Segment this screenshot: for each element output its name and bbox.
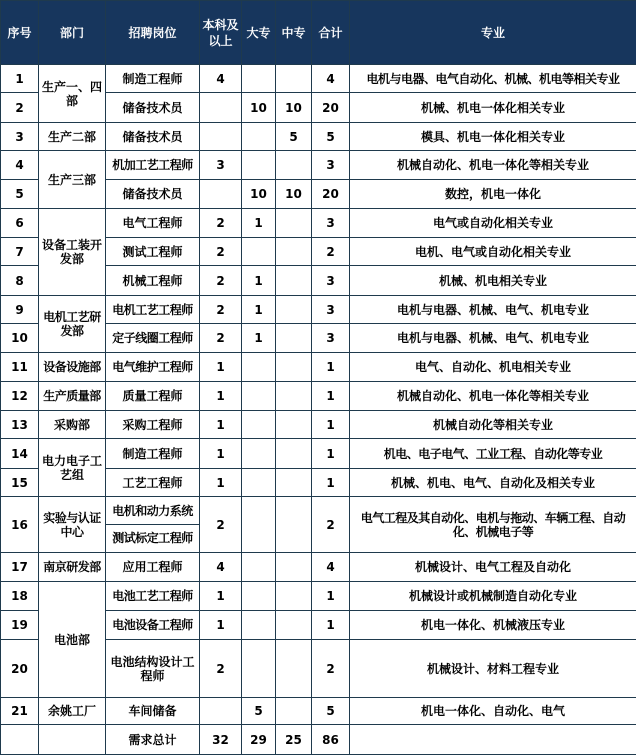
cell-secondary (276, 469, 312, 497)
cell-bachelor: 1 (200, 382, 242, 411)
cell-seq: 1 (1, 65, 39, 93)
cell-college (242, 353, 276, 382)
cell-total: 1 (312, 611, 350, 640)
cell-secondary (276, 553, 312, 582)
cell-major: 电机与电器、机械、电气、机电专业 (350, 324, 636, 353)
cell-seq: 16 (1, 497, 39, 553)
cell-total: 1 (312, 411, 350, 439)
cell-secondary (276, 640, 312, 698)
table-header-row (1, 1, 636, 65)
cell-total: 2 (312, 238, 350, 266)
cell-secondary (276, 411, 312, 439)
table-row (1, 698, 636, 725)
cell-total: 3 (312, 324, 350, 353)
cell-college: 5 (242, 698, 276, 725)
header-position: 招聘岗位 (106, 1, 200, 65)
cell-total: 2 (312, 640, 350, 698)
cell-bachelor: 2 (200, 296, 242, 324)
cell-position: 机械工程师 (106, 266, 200, 296)
cell-major: 电气或自动化相关专业 (350, 209, 636, 238)
cell-total: 3 (312, 296, 350, 324)
cell-total: 1 (312, 439, 350, 469)
cell-secondary: 10 (276, 180, 312, 209)
cell-position: 机加工艺工程师 (106, 151, 200, 180)
cell-dept: 生产三部 (39, 151, 106, 209)
cell-bachelor: 2 (200, 640, 242, 698)
cell-bachelor: 1 (200, 411, 242, 439)
cell-secondary: 10 (276, 93, 312, 123)
cell-major: 机械自动化等相关专业 (350, 411, 636, 439)
cell-college (242, 382, 276, 411)
cell-seq: 11 (1, 353, 39, 382)
cell-dept: 设备工装开发部 (39, 209, 106, 296)
cell-college: 10 (242, 180, 276, 209)
cell-bachelor (200, 698, 242, 725)
cell-bachelor: 1 (200, 582, 242, 611)
table-row (1, 65, 636, 93)
cell-seq: 19 (1, 611, 39, 640)
cell-seq: 10 (1, 324, 39, 353)
cell-college (242, 439, 276, 469)
table-row (1, 553, 636, 582)
cell-secondary (276, 266, 312, 296)
cell-total: 5 (312, 698, 350, 725)
totals-blank-seq (1, 725, 39, 755)
cell-college (242, 411, 276, 439)
cell-position: 电气维护工程师 (106, 353, 200, 382)
cell-major: 机械自动化、机电一体化等相关专业 (350, 151, 636, 180)
cell-seq: 6 (1, 209, 39, 238)
cell-college (242, 497, 276, 553)
cell-major: 电机与电器、机械、电气、机电专业 (350, 296, 636, 324)
header-major: 专业 (350, 1, 636, 65)
cell-major: 机械设计、电气工程及自动化 (350, 553, 636, 582)
cell-total: 20 (312, 93, 350, 123)
cell-total: 1 (312, 469, 350, 497)
table-row (1, 209, 636, 238)
cell-bachelor: 2 (200, 324, 242, 353)
cell-seq: 20 (1, 640, 39, 698)
cell-seq: 2 (1, 93, 39, 123)
cell-dept: 余姚工厂 (39, 698, 106, 725)
cell-college: 1 (242, 296, 276, 324)
cell-position: 工艺工程师 (106, 469, 200, 497)
table-row (1, 497, 636, 553)
cell-position: 制造工程师 (106, 65, 200, 93)
cell-dept: 南京研发部 (39, 553, 106, 582)
totals-blank-major (350, 725, 636, 755)
cell-bachelor: 1 (200, 353, 242, 382)
cell-total: 3 (312, 266, 350, 296)
cell-total: 20 (312, 180, 350, 209)
cell-total: 1 (312, 353, 350, 382)
cell-dept: 生产一、四部 (39, 65, 106, 123)
cell-total: 2 (312, 497, 350, 553)
cell-bachelor: 2 (200, 266, 242, 296)
cell-major: 电气、自动化、机电相关专业 (350, 353, 636, 382)
cell-college (242, 469, 276, 497)
cell-position-line2: 测试标定工程师 (106, 525, 199, 551)
cell-bachelor (200, 180, 242, 209)
cell-secondary (276, 439, 312, 469)
table-row (1, 296, 636, 324)
totals-blank-dept (39, 725, 106, 755)
cell-position: 车间储备 (106, 698, 200, 725)
cell-bachelor (200, 123, 242, 151)
cell-major: 电气工程及其自动化、电机与拖动、车辆工程、自动化、机械电子等 (350, 497, 636, 553)
cell-dept: 电机工艺研发部 (39, 296, 106, 353)
cell-major: 模具、机电一体化相关专业 (350, 123, 636, 151)
cell-bachelor: 2 (200, 497, 242, 553)
cell-position: 采购工程师 (106, 411, 200, 439)
cell-college (242, 611, 276, 640)
cell-total: 3 (312, 209, 350, 238)
cell-seq: 17 (1, 553, 39, 582)
cell-secondary (276, 582, 312, 611)
cell-secondary (276, 497, 312, 553)
cell-dept: 电池部 (39, 582, 106, 698)
cell-bachelor: 4 (200, 553, 242, 582)
cell-major: 机械设计或机械制造自动化专业 (350, 582, 636, 611)
cell-seq: 14 (1, 439, 39, 469)
cell-college: 1 (242, 209, 276, 238)
cell-total: 5 (312, 123, 350, 151)
totals-secondary: 25 (276, 725, 312, 755)
cell-secondary (276, 65, 312, 93)
table-row (1, 382, 636, 411)
totals-label: 需求总计 (106, 725, 200, 755)
table-row (1, 123, 636, 151)
cell-total: 4 (312, 65, 350, 93)
totals-bachelor: 32 (200, 725, 242, 755)
cell-position: 电池工艺工程师 (106, 582, 200, 611)
cell-dept: 生产二部 (39, 123, 106, 151)
cell-college: 1 (242, 266, 276, 296)
cell-total: 1 (312, 382, 350, 411)
cell-college (242, 640, 276, 698)
cell-total: 4 (312, 553, 350, 582)
totals-row (1, 725, 636, 755)
cell-major: 机械、机电一体化相关专业 (350, 93, 636, 123)
cell-position (106, 497, 200, 553)
cell-college (242, 238, 276, 266)
cell-position: 电机工艺工程师 (106, 296, 200, 324)
cell-dept: 实验与认证中心 (39, 497, 106, 553)
cell-secondary (276, 151, 312, 180)
cell-seq: 4 (1, 151, 39, 180)
cell-secondary (276, 353, 312, 382)
cell-secondary (276, 238, 312, 266)
header-bachelor: 本科及以上 (200, 1, 242, 65)
cell-major: 机械、机电、电气、自动化及相关专业 (350, 469, 636, 497)
cell-position: 储备技术员 (106, 180, 200, 209)
cell-bachelor: 2 (200, 209, 242, 238)
cell-position-line1: 电机和动力系统 (106, 498, 199, 525)
cell-bachelor: 2 (200, 238, 242, 266)
cell-seq: 5 (1, 180, 39, 209)
cell-position: 测试工程师 (106, 238, 200, 266)
header-seq: 序号 (1, 1, 39, 65)
cell-major: 机械设计、材料工程专业 (350, 640, 636, 698)
header-dept: 部门 (39, 1, 106, 65)
cell-seq: 21 (1, 698, 39, 725)
cell-bachelor: 1 (200, 439, 242, 469)
header-total: 合计 (312, 1, 350, 65)
cell-secondary (276, 296, 312, 324)
cell-college (242, 123, 276, 151)
totals-total: 86 (312, 725, 350, 755)
cell-college (242, 65, 276, 93)
cell-major: 机电、电子电气、工业工程、自动化等专业 (350, 439, 636, 469)
cell-bachelor: 1 (200, 469, 242, 497)
cell-position: 定子线圈工程师 (106, 324, 200, 353)
cell-bachelor: 4 (200, 65, 242, 93)
cell-college (242, 582, 276, 611)
cell-bachelor: 3 (200, 151, 242, 180)
table-row (1, 582, 636, 611)
cell-bachelor (200, 93, 242, 123)
cell-secondary (276, 209, 312, 238)
cell-seq: 9 (1, 296, 39, 324)
cell-college (242, 553, 276, 582)
table-row (1, 439, 636, 469)
cell-major: 机电一体化、机械液压专业 (350, 611, 636, 640)
cell-bachelor: 1 (200, 611, 242, 640)
cell-secondary: 5 (276, 123, 312, 151)
cell-major: 电机与电器、电气自动化、机械、机电等相关专业 (350, 65, 636, 93)
cell-dept: 设备设施部 (39, 353, 106, 382)
cell-position: 质量工程师 (106, 382, 200, 411)
table-row (1, 353, 636, 382)
cell-position: 储备技术员 (106, 123, 200, 151)
cell-position: 电气工程师 (106, 209, 200, 238)
cell-major: 电机、电气或自动化相关专业 (350, 238, 636, 266)
cell-secondary (276, 382, 312, 411)
cell-dept: 采购部 (39, 411, 106, 439)
cell-college: 1 (242, 324, 276, 353)
cell-seq: 7 (1, 238, 39, 266)
cell-total: 3 (312, 151, 350, 180)
cell-major: 机械自动化、机电一体化等相关专业 (350, 382, 636, 411)
totals-college: 29 (242, 725, 276, 755)
table-row (1, 151, 636, 180)
cell-position: 应用工程师 (106, 553, 200, 582)
cell-secondary (276, 698, 312, 725)
table-row (1, 411, 636, 439)
cell-seq: 8 (1, 266, 39, 296)
cell-dept: 电力电子工艺组 (39, 439, 106, 497)
cell-secondary (276, 324, 312, 353)
cell-major: 数控，机电一体化 (350, 180, 636, 209)
cell-college: 10 (242, 93, 276, 123)
cell-seq: 13 (1, 411, 39, 439)
cell-position: 电池结构设计工程师 (106, 640, 200, 698)
cell-seq: 15 (1, 469, 39, 497)
cell-total: 1 (312, 582, 350, 611)
cell-major: 机电一体化、自动化、电气 (350, 698, 636, 725)
cell-position: 储备技术员 (106, 93, 200, 123)
header-college: 大专 (242, 1, 276, 65)
cell-seq: 12 (1, 382, 39, 411)
cell-position: 电池设备工程师 (106, 611, 200, 640)
cell-college (242, 151, 276, 180)
cell-seq: 18 (1, 582, 39, 611)
cell-dept: 生产质量部 (39, 382, 106, 411)
cell-position: 制造工程师 (106, 439, 200, 469)
cell-secondary (276, 611, 312, 640)
cell-major: 机械、机电相关专业 (350, 266, 636, 296)
header-secondary: 中专 (276, 1, 312, 65)
cell-seq: 3 (1, 123, 39, 151)
